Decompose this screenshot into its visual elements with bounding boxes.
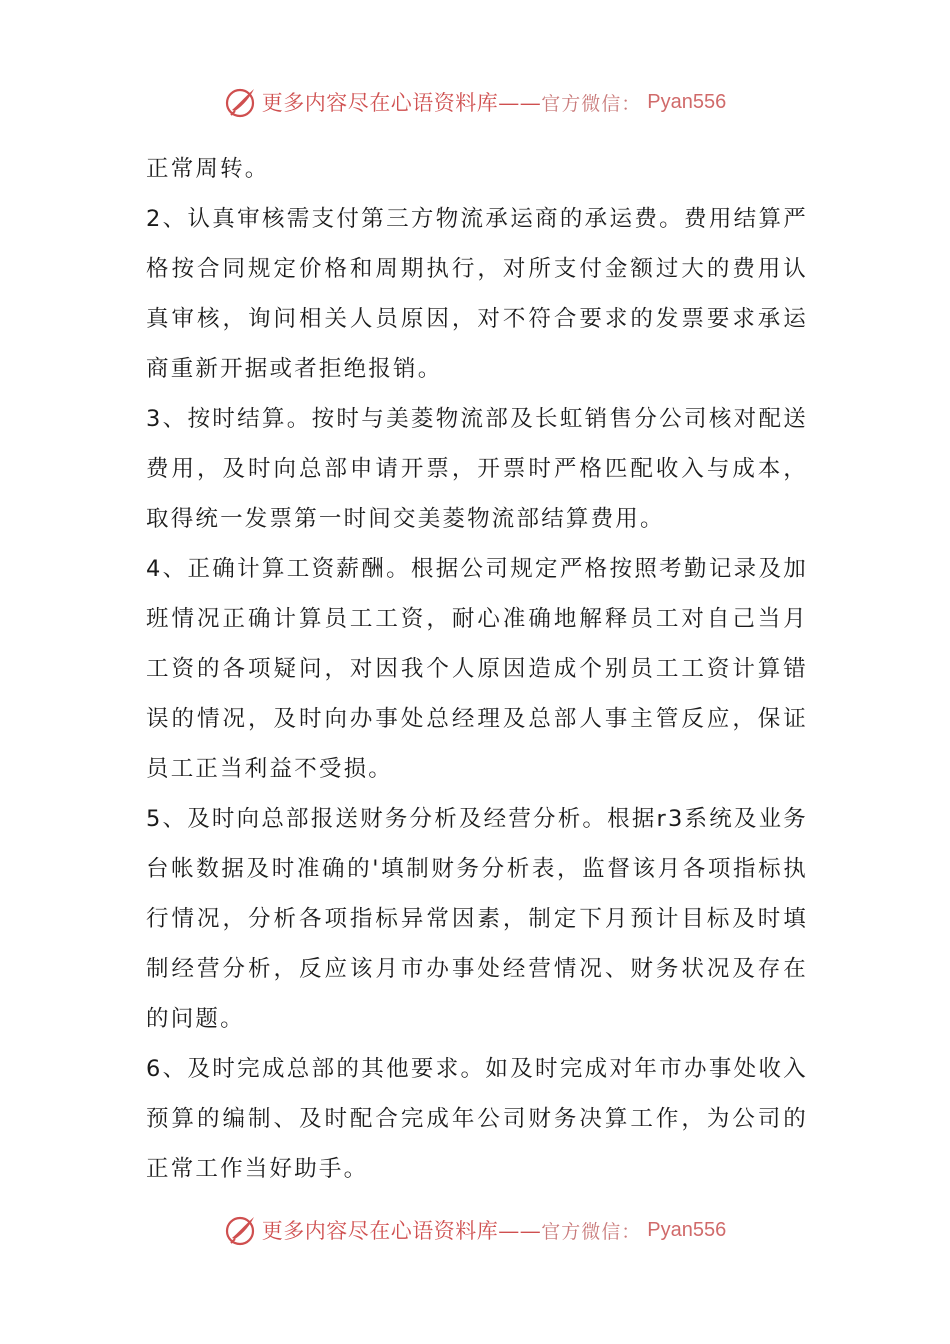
header-wechat-label: 官方微信： bbox=[541, 92, 642, 115]
footer-wechat-id: Pyan556 bbox=[647, 1218, 727, 1241]
paragraph-item-6: 6、及时完成总部的其他要求。如及时完成对年市办事处收入预算的编制、及时配合完成年公司财务决算工作，为公司的正常工作当好助手。 bbox=[146, 1056, 808, 1182]
quill-logo-icon bbox=[224, 85, 258, 119]
footer-slogan: 更多内容尽在心语资料库—— bbox=[261, 1219, 542, 1243]
footer-wechat-label: 官方微信： bbox=[541, 1220, 642, 1243]
paragraph-item-2: 2、认真审核需支付第三方物流承运商的承运费。费用结算严格按合同规定价格和周期执行，对所支付金额过大的费用认真审核，询问相关人员原因，对不符合要求的发票要求承运商重新开据或者拒绝报销。 bbox=[146, 206, 808, 382]
header-wechat-id: Pyan556 bbox=[647, 90, 727, 113]
header-banner bbox=[0, 82, 950, 122]
header-slogan: 更多内容尽在心语资料库—— bbox=[261, 91, 542, 115]
document-body bbox=[146, 144, 808, 1194]
paragraph-item-3: 3、按时结算。按时与美菱物流部及长虹销售分公司核对配送费用，及时向总部申请开票，开票时严格匹配收入与成本，取得统一发票第一时间交美菱物流部结算费用。 bbox=[146, 406, 808, 532]
paragraph-item-4: 4、正确计算工资薪酬。根据公司规定严格按照考勤记录及加班情况正确计算员工工资，耐心准确地解释员工对自己当月工资的各项疑问，对因我个人原因造成个别员工工资计算错误的情况，及时向办事处总经理及总部人事主管反应，保证员工正当利益不受损。 bbox=[146, 556, 808, 782]
paragraph-continuation: 正常周转。 bbox=[146, 156, 270, 182]
paragraph-item-5: 5、及时向总部报送财务分析及经营分析。根据r3系统及业务台帐数据及时准确的'填制财务分析表，监督该月各项指标执行情况，分析各项指标异常因素，制定下月预计目标及时填制经营分析，反应该月市办事处经营情况、财务状况及存在的问题。 bbox=[146, 806, 808, 1032]
footer-banner bbox=[0, 1210, 950, 1250]
quill-logo-icon bbox=[224, 1213, 258, 1247]
